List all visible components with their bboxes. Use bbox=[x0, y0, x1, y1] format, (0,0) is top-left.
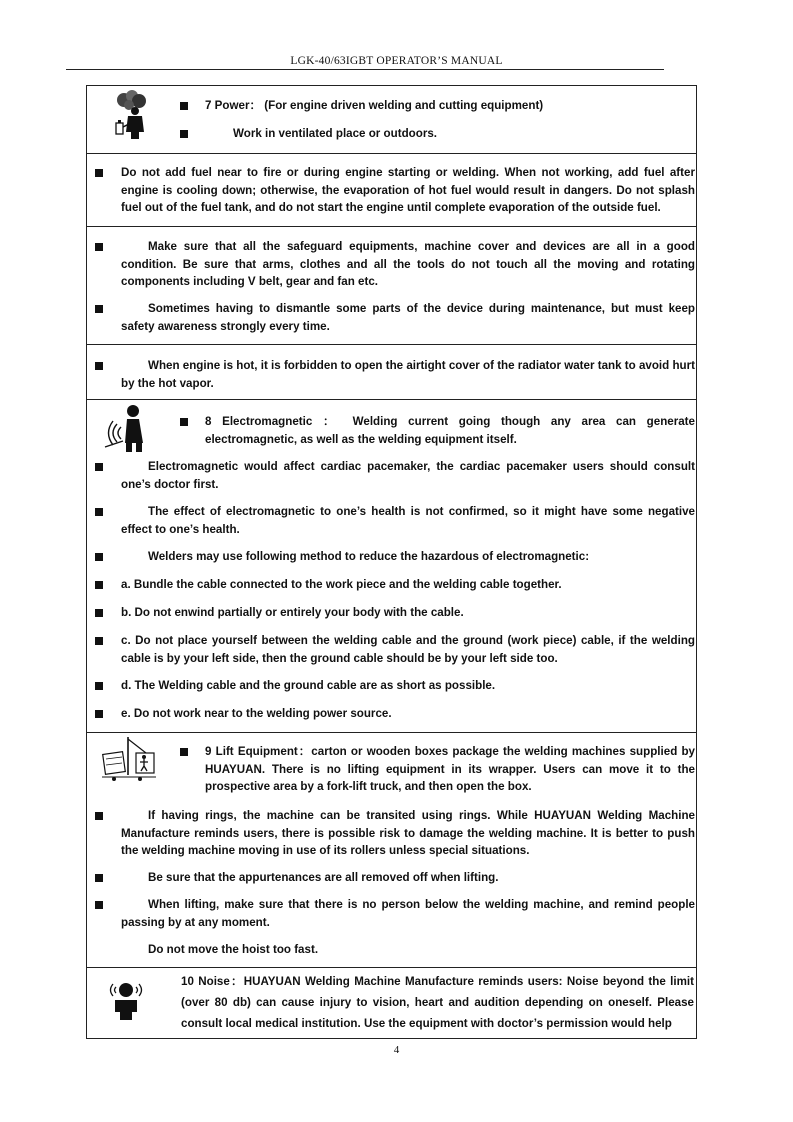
em-method-d: d. The Welding cable and the ground cable are as short as possible. bbox=[121, 679, 496, 692]
bullet-square bbox=[95, 362, 103, 370]
lift-appurtenances: Be sure that the appurtenances are all removed off when lifting. bbox=[148, 871, 499, 884]
engine-exhaust-fume-icon bbox=[111, 89, 153, 141]
section-divider bbox=[86, 399, 697, 400]
power-heading: 7 Power： (For engine driven welding and cutting equipment) bbox=[205, 99, 544, 112]
page-number: 4 bbox=[393, 1044, 400, 1056]
header-rule bbox=[66, 69, 664, 70]
electromagnetic-welder-icon bbox=[103, 403, 147, 453]
bullet-square bbox=[95, 637, 103, 645]
section-divider bbox=[86, 153, 697, 154]
bullet-square bbox=[95, 710, 103, 718]
noise-hazard-icon bbox=[108, 980, 144, 1020]
lift-no-person: When lifting, make sure that there is no person below the welding machine, and remind people passing by at any moment. bbox=[121, 898, 695, 929]
em-method-c: c. Do not place yourself between the welding cable and the ground (work piece) cable, if the welding cable is by your left side, then the ground cable should be by your left side too. bbox=[121, 634, 695, 665]
power-safeguard: Make sure that all the safeguard equipments, machine cover and devices are all in a good condition. Be sure that arms, clothes and all the tools do not touch all the moving and rotating components including V belt, gear and fan etc. bbox=[121, 240, 695, 288]
em-methods: Welders may use following method to reduce the hazardous of electromagnetic: bbox=[148, 550, 590, 563]
section-divider bbox=[86, 967, 697, 968]
electromagnetic-heading: 8 Electromagnetic ： Welding current going though any area can generate electromagnetic, as well as the welding equipment itself. bbox=[205, 415, 695, 446]
bullet-square bbox=[95, 305, 103, 313]
bullet-square bbox=[95, 169, 103, 177]
section-divider bbox=[86, 226, 697, 227]
bullet-square bbox=[95, 874, 103, 882]
power-radiator: When engine is hot, it is forbidden to open the airtight cover of the radiator water tank to avoid hurt by the hot vapor. bbox=[121, 359, 695, 390]
bullet-square bbox=[95, 553, 103, 561]
bullet-square bbox=[95, 682, 103, 690]
noise-text: 10 Noise：HUAYUAN Welding Machine Manufacture reminds users: Noise beyond the limit (over 80 db) can cause injury to vision, heart and audition depending on oneself. Please consult local medical institution. Use the equipment with doctor’s permission would help bbox=[181, 975, 694, 1030]
bullet-square bbox=[95, 581, 103, 589]
bullet-square bbox=[95, 812, 103, 820]
bullet-square bbox=[95, 508, 103, 516]
lift-hoist: Do not move the hoist too fast. bbox=[148, 943, 319, 956]
em-health: The effect of electromagnetic to one’s health is not confirmed, so it might have some negative effect to one’s health. bbox=[121, 505, 695, 536]
lift-rings: If having rings, the machine can be transited using rings. While HUAYUAN Welding Machine Manufacture reminds users, there is possible risk to damage the welding machine. It is better to push the welding machine moving in use of its rollers unless special situations. bbox=[121, 809, 695, 857]
bullet-square bbox=[95, 901, 103, 909]
em-method-b: b. Do not enwind partially or entirely your body with the cable. bbox=[121, 606, 464, 619]
em-method-a: a. Bundle the cable connected to the work piece and the welding cable together. bbox=[121, 578, 562, 591]
power-dismantle: Sometimes having to dismantle some parts of the device during maintenance, but must keep safety awareness strongly every time. bbox=[121, 302, 695, 333]
bullet-square bbox=[95, 243, 103, 251]
em-pacemaker: Electromagnetic would affect cardiac pacemaker, the cardiac pacemaker users should consult one’s doctor first. bbox=[121, 460, 695, 491]
bullet-square bbox=[180, 130, 188, 138]
lifting-crane-icon bbox=[100, 735, 160, 783]
bullet-square bbox=[95, 609, 103, 617]
section-divider bbox=[86, 344, 697, 345]
section-divider bbox=[86, 732, 697, 733]
power-fuel-warning: Do not add fuel near to fire or during engine starting or welding. When not working, add fuel after engine is cooling down; otherwise, the evaporation of hot fuel would result in dangers. Do not splash fuel out of the fuel tank, and do not start the engine until complete evaporation of the outside fuel. bbox=[121, 166, 695, 214]
lift-heading: 9 Lift Equipment：carton or wooden boxes package the welding machines supplied by HUAYUAN. There is no lifting equipment in its wrapper. Users can move it to the prospective area by a fork-lift truck, and then open the box. bbox=[205, 745, 695, 793]
bullet-square bbox=[95, 463, 103, 471]
bullet-square bbox=[180, 102, 188, 110]
document-header: LGK-40/63IGBT OPERATOR’S MANUAL bbox=[290, 55, 503, 67]
power-ventilation: Work in ventilated place or outdoors. bbox=[233, 127, 437, 140]
em-method-e: e. Do not work near to the welding power source. bbox=[121, 707, 392, 720]
bullet-square bbox=[180, 418, 188, 426]
bullet-square bbox=[180, 748, 188, 756]
